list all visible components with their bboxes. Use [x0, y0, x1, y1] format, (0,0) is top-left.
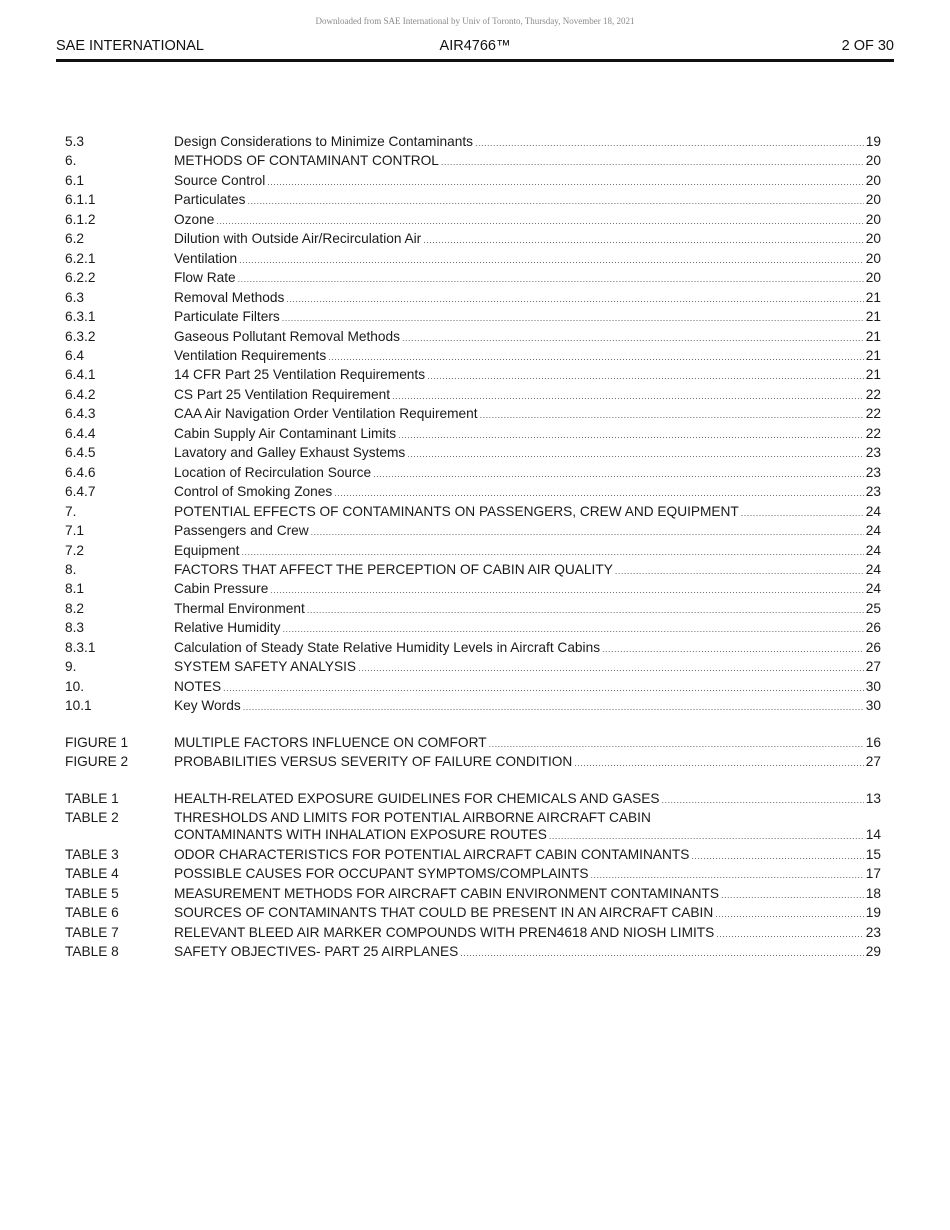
toc-entry[interactable]	[65, 943, 881, 962]
dot-leader	[574, 755, 863, 772]
spacer	[65, 773, 881, 790]
toc-entry[interactable]	[65, 924, 881, 943]
dot-leader	[241, 544, 863, 561]
toc-entry-number: TABLE 5	[65, 885, 119, 901]
toc-entry-number: 6.3	[65, 289, 85, 305]
toc-entry[interactable]	[65, 904, 881, 923]
toc-entry-number: 6.4.3	[65, 406, 96, 422]
toc-entry-page: 20	[865, 270, 881, 286]
download-notice: Downloaded from SAE International by Univ of Toronto, Thursday, November 18, 2021	[315, 16, 635, 26]
dot-leader	[216, 213, 863, 230]
toc-entry-title: Location of Recirculation Source	[174, 464, 372, 480]
toc-entry[interactable]	[65, 444, 881, 463]
toc-entry-page: 24	[865, 523, 881, 539]
toc-entry-number: 6.1.1	[65, 192, 96, 208]
toc-entry-title: METHODS OF CONTAMINANT CONTROL	[174, 153, 439, 169]
toc-entry-title: CS Part 25 Ventilation Requirement	[174, 386, 391, 402]
dot-leader	[267, 174, 863, 191]
toc-entry[interactable]	[65, 191, 881, 210]
toc-entry-page: 20	[865, 211, 881, 227]
dot-leader	[358, 660, 864, 677]
dot-leader	[402, 330, 864, 347]
toc-entry-page: 27	[865, 754, 881, 770]
toc-entry[interactable]	[65, 678, 881, 697]
toc-entry-title: CAA Air Navigation Order Ventilation Requirement	[174, 406, 478, 422]
toc-entry[interactable]	[65, 230, 881, 249]
header-organization: SAE INTERNATIONAL	[56, 38, 204, 54]
toc-entry-page: 20	[865, 250, 881, 266]
header-document-id: AIR4766™	[439, 38, 511, 54]
dot-leader	[283, 621, 864, 638]
dot-leader	[460, 945, 864, 962]
toc-entry-number: 6.1.2	[65, 211, 96, 227]
toc-entry-title: PROBABILITIES VERSUS SEVERITY OF FAILURE CONDITION	[174, 754, 573, 770]
toc-entry[interactable]	[65, 790, 881, 809]
toc-entry-title: Ozone	[174, 211, 215, 227]
toc-entry-page: 14	[865, 827, 881, 843]
dot-leader	[475, 135, 864, 152]
toc-entry-title: SYSTEM SAFETY ANALYSIS	[174, 659, 357, 675]
toc-entry-page: 21	[865, 309, 881, 325]
toc-entry-number: 5.3	[65, 134, 85, 149]
toc-entry[interactable]	[65, 483, 881, 502]
toc-entry-number: FIGURE 2	[65, 754, 129, 770]
toc-entry[interactable]	[65, 809, 881, 826]
dot-leader	[373, 466, 864, 483]
toc-entry-page: 22	[865, 425, 881, 441]
toc-entry[interactable]	[65, 172, 881, 191]
dot-leader	[721, 887, 864, 904]
toc-entry-title: SOURCES OF CONTAMINANTS THAT COULD BE PRESENT IN AN AIRCRAFT CABIN	[174, 905, 714, 921]
dot-leader	[398, 427, 864, 444]
toc-entry-title: Ventilation Requirements	[174, 347, 327, 363]
dot-leader	[691, 848, 863, 865]
toc-entry[interactable]	[65, 561, 881, 580]
toc-entry[interactable]	[65, 846, 881, 865]
toc-entry-number: TABLE 2	[65, 809, 119, 825]
dot-leader	[328, 349, 864, 366]
toc-entry-title: RELEVANT BLEED AIR MARKER COMPOUNDS WITH PREN4618 AND NIOSH LIMITS	[174, 924, 715, 940]
toc-entry-page: 21	[865, 289, 881, 305]
dot-leader	[662, 792, 864, 809]
toc-entry-number: 8.3.1	[65, 639, 96, 655]
toc-entry-number: 7.1	[65, 523, 85, 539]
toc-entry[interactable]	[65, 865, 881, 884]
dot-leader	[223, 680, 864, 697]
toc-entry-title: Dilution with Outside Air/Recirculation Air	[174, 231, 422, 247]
toc-entry-number: 8.3	[65, 620, 85, 636]
toc-entry[interactable]	[65, 211, 881, 230]
toc-entry-title: Cabin Supply Air Contaminant Limits	[174, 425, 397, 441]
dot-leader	[715, 906, 864, 923]
toc-entry-title: THRESHOLDS AND LIMITS FOR POTENTIAL AIRBORNE AIRCRAFT CABIN	[174, 809, 651, 825]
toc-entry-title: Key Words	[174, 698, 241, 714]
toc-entry-page: 20	[865, 192, 881, 208]
toc-entry-page: 19	[865, 134, 881, 149]
toc-entry[interactable]	[65, 600, 881, 619]
toc-entry-title: SAFETY OBJECTIVES- PART 25 AIRPLANES	[174, 944, 459, 960]
toc-entry-title: Source Control	[174, 172, 266, 188]
toc-entry[interactable]	[65, 347, 881, 366]
toc-entry[interactable]	[65, 542, 881, 561]
page-header	[56, 38, 894, 62]
toc-entry-title: Particulate Filters	[174, 309, 280, 325]
toc-entry-page: 16	[865, 734, 881, 750]
toc-entry[interactable]	[65, 580, 881, 599]
dot-leader	[282, 310, 864, 327]
toc-entry-number: 6.4.6	[65, 464, 96, 480]
toc-entry-number: 7.2	[65, 542, 85, 558]
toc-entry-title: NOTES	[174, 678, 222, 694]
toc-entry-page: 23	[865, 924, 881, 940]
toc-entry-title: Flow Rate	[174, 270, 236, 286]
toc-entry-page: 30	[865, 698, 881, 714]
dot-leader	[239, 252, 864, 269]
toc-entry-page: 17	[865, 866, 881, 882]
toc-entry-page: 15	[865, 846, 881, 862]
toc-entry-page: 20	[865, 231, 881, 247]
toc-entry[interactable]	[65, 425, 881, 444]
toc-entry-title: Thermal Environment	[174, 600, 305, 616]
dot-leader	[392, 388, 864, 405]
toc-entry-title: FACTORS THAT AFFECT THE PERCEPTION OF CABIN AIR QUALITY	[174, 561, 613, 577]
toc-entry-page: 24	[865, 561, 881, 577]
dot-leader	[243, 699, 864, 716]
dot-leader	[334, 485, 864, 502]
dot-leader	[480, 407, 864, 424]
toc-entry-page: 23	[865, 445, 881, 461]
toc-entry-title: Particulates	[174, 192, 246, 208]
toc-entry-page: 22	[865, 406, 881, 422]
toc-entry-page: 23	[865, 484, 881, 500]
dot-leader	[615, 563, 864, 580]
toc-entry-number: 8.1	[65, 581, 85, 597]
toc-entry-title: Passengers and Crew	[174, 523, 309, 539]
toc-entry-page: 24	[865, 581, 881, 597]
dot-leader	[270, 582, 863, 599]
toc-entry-title: MULTIPLE FACTORS INFLUENCE ON COMFORT	[174, 734, 487, 750]
toc-entry[interactable]	[65, 269, 881, 288]
toc-entry-page: 18	[865, 885, 881, 901]
toc-entry[interactable]	[65, 639, 881, 658]
toc-entry-title: HEALTH-RELATED EXPOSURE GUIDELINES FOR CHEMICALS AND GASES	[174, 790, 660, 806]
toc-entry-number: 6.3.2	[65, 328, 96, 344]
toc-entry-number: 7.	[65, 503, 77, 519]
dot-leader	[549, 828, 864, 845]
dot-leader	[248, 193, 864, 210]
toc-entry[interactable]	[65, 386, 881, 405]
toc-entry-title: Lavatory and Galley Exhaust Systems	[174, 445, 406, 461]
toc-entry-page: 24	[865, 503, 881, 519]
toc-entry[interactable]	[65, 522, 881, 541]
toc-entry[interactable]	[65, 133, 881, 152]
toc-entry-title: POSSIBLE CAUSES FOR OCCUPANT SYMPTOMS/COMPLAINTS	[174, 866, 589, 882]
toc-entry-number: TABLE 8	[65, 944, 119, 960]
toc-entry[interactable]	[65, 619, 881, 638]
toc-entry[interactable]	[65, 464, 881, 483]
toc-entry[interactable]	[65, 405, 881, 424]
toc-entry-page: 24	[865, 542, 881, 558]
dot-leader	[741, 505, 864, 522]
toc-entry-page: 20	[865, 153, 881, 169]
toc-entry-page: 27	[865, 659, 881, 675]
toc-entry-number: 6.1	[65, 172, 85, 188]
toc-entry-page: 19	[865, 905, 881, 921]
toc-entry[interactable]	[65, 826, 881, 845]
toc-entry-number: 6.4.5	[65, 445, 96, 461]
toc-entry-title: Gaseous Pollutant Removal Methods	[174, 328, 400, 344]
toc-entry-page: 25	[865, 600, 881, 616]
toc-entry[interactable]	[65, 289, 881, 308]
toc-entry-number: 6.2.2	[65, 270, 96, 286]
toc-entry-title: ODOR CHARACTERISTICS FOR POTENTIAL AIRCRAFT CABIN CONTAMINANTS	[174, 846, 690, 862]
toc-entry-title: Cabin Pressure	[174, 581, 269, 597]
toc-entry-number: 6.4.7	[65, 484, 96, 500]
toc-entry-page: 29	[865, 944, 881, 960]
toc-entry-page: 22	[865, 386, 881, 402]
toc-entry-page: 26	[865, 620, 881, 636]
dot-leader	[307, 602, 864, 619]
dot-leader	[489, 736, 864, 753]
toc-entry-number: 6.4.1	[65, 367, 96, 383]
toc-entry-number: 6.2.1	[65, 250, 96, 266]
dot-leader	[407, 446, 863, 463]
header-page-number: 2 OF 30	[841, 38, 894, 54]
toc-entry[interactable]	[65, 503, 881, 522]
dot-leader	[427, 368, 864, 385]
spacer	[65, 717, 881, 734]
toc-entry-number: 6.4	[65, 347, 85, 363]
toc-entry-page: 21	[865, 328, 881, 344]
dot-leader	[716, 926, 863, 943]
toc-entry-number: 10.1	[65, 698, 92, 714]
toc-entry-page: 21	[865, 347, 881, 363]
toc-entry-number: TABLE 7	[65, 924, 119, 940]
toc-entry-number: 6.4.4	[65, 425, 96, 441]
toc-entry[interactable]	[65, 658, 881, 677]
toc-entry-number: 8.2	[65, 600, 85, 616]
dot-leader	[602, 641, 864, 658]
toc-entry-number: 6.	[65, 153, 77, 169]
toc-entry-number: 9.	[65, 659, 77, 675]
toc-entry-title: Design Considerations to Minimize Contaminants	[174, 134, 473, 149]
table-of-contents	[65, 133, 881, 963]
toc-entry[interactable]	[65, 697, 881, 716]
toc-entry-number: 6.3.1	[65, 309, 96, 325]
toc-entry-page: 20	[865, 172, 881, 188]
toc-entry-number: 6.2	[65, 231, 85, 247]
toc-entry-title: Relative Humidity	[174, 620, 281, 636]
toc-entry-title: Equipment	[174, 542, 240, 558]
dot-leader	[311, 524, 864, 541]
toc-entry-page: 26	[865, 639, 881, 655]
toc-entry-title: Control of Smoking Zones	[174, 484, 333, 500]
toc-entry[interactable]	[65, 152, 881, 171]
toc-entry[interactable]	[65, 366, 881, 385]
toc-entry-number: 8.	[65, 561, 77, 577]
toc-entry-title: Ventilation	[174, 250, 238, 266]
toc-entry-title: CONTAMINANTS WITH INHALATION EXPOSURE ROUTES	[174, 827, 547, 843]
toc-entry-title: POTENTIAL EFFECTS OF CONTAMINANTS ON PASSENGERS, CREW AND EQUIPMENT	[174, 503, 739, 519]
toc-entry-number: TABLE 3	[65, 846, 119, 862]
dot-leader	[286, 291, 863, 308]
dot-leader	[441, 154, 864, 171]
toc-entry-number: TABLE 6	[65, 905, 119, 921]
toc-entry-number: TABLE 1	[65, 790, 119, 806]
dot-leader	[591, 867, 864, 884]
toc-entry[interactable]	[65, 885, 881, 904]
toc-entry-page: 21	[865, 367, 881, 383]
toc-entry[interactable]	[65, 328, 881, 347]
toc-entry-title: Calculation of Steady State Relative Humidity Levels in Aircraft Cabins	[174, 639, 601, 655]
toc-entry-number: 6.4.2	[65, 386, 96, 402]
dot-leader	[423, 232, 864, 249]
dot-leader	[238, 271, 864, 288]
toc-entry[interactable]	[65, 753, 881, 772]
toc-entry-title: Removal Methods	[174, 289, 285, 305]
toc-entry-page: 23	[865, 464, 881, 480]
toc-entry[interactable]	[65, 250, 881, 269]
toc-entry-page: 13	[865, 790, 881, 806]
toc-entry[interactable]	[65, 308, 881, 327]
toc-entry-title: 14 CFR Part 25 Ventilation Requirements	[174, 367, 426, 383]
toc-entry[interactable]	[65, 734, 881, 753]
toc-entry-number: FIGURE 1	[65, 734, 129, 750]
toc-entry-number: TABLE 4	[65, 866, 119, 882]
toc-entry-title: MEASUREMENT METHODS FOR AIRCRAFT CABIN ENVIRONMENT CONTAMINANTS	[174, 885, 720, 901]
toc-entry-page: 30	[865, 678, 881, 694]
toc-entry-number: 10.	[65, 678, 85, 694]
